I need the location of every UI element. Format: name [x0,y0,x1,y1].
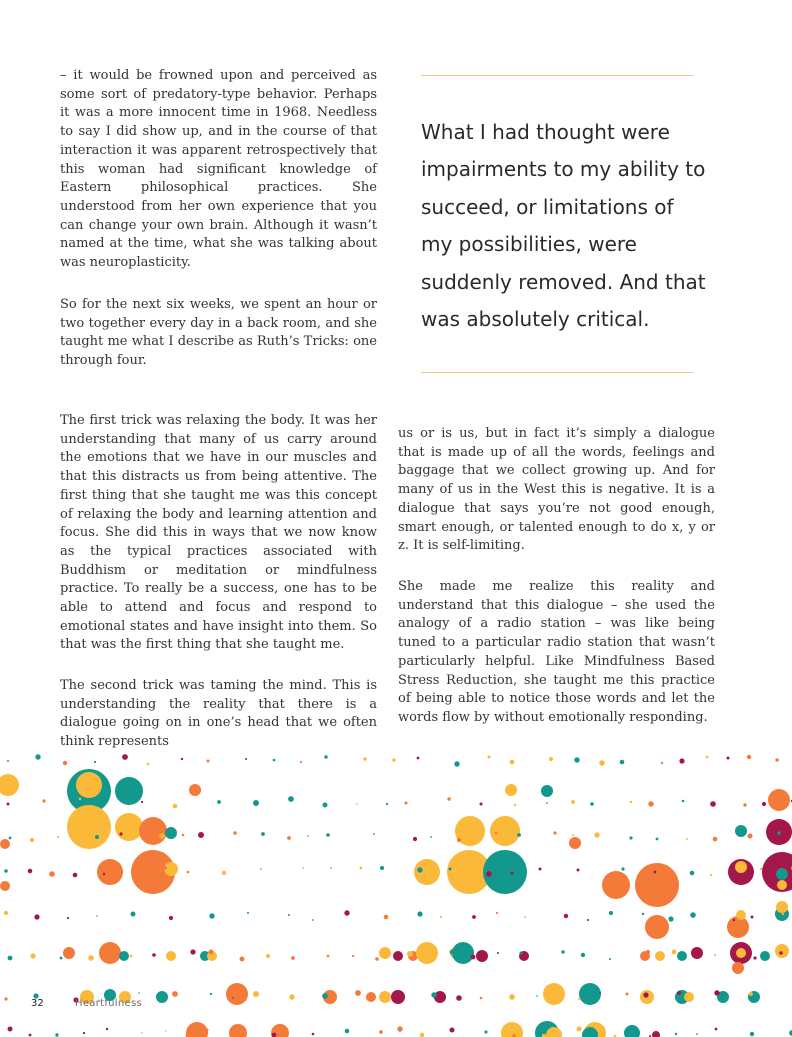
decorative-dot [379,991,391,1003]
decorative-speck [169,916,173,920]
decorative-dot [777,880,787,890]
decorative-speck [187,871,190,874]
decorative-speck [571,800,575,804]
decorative-speck [621,867,624,870]
decorative-dot [393,951,403,961]
decorative-dot [543,983,565,1005]
decorative-speck [450,1028,455,1033]
decorative-speck [29,1034,32,1037]
decorative-dot [166,951,176,961]
decorative-speck [392,758,396,762]
decorative-speck [57,836,59,838]
decorative-speck [690,871,695,876]
decorative-speck [35,754,40,759]
decorative-speck [8,1027,13,1032]
decorative-speck [253,991,259,997]
decorative-dot [736,948,746,958]
decorative-dot [366,992,376,1002]
decorative-speck [4,869,8,873]
decorative-speck [447,797,450,800]
decorative-speck [626,993,629,996]
decorative-dot [691,947,703,959]
decorative-speck [553,831,556,834]
decorative-speck [751,916,754,919]
decorative-speck [393,992,395,994]
decorative-dot [476,950,488,962]
decorative-speck [417,867,422,872]
decorative-speck [28,869,33,874]
decorative-speck [7,803,10,806]
decorative-speck [654,871,657,874]
decorative-speck [630,801,633,804]
decorative-dot [156,991,168,1003]
decorative-speck [233,831,237,835]
decorative-speck [690,912,696,918]
decorative-dot [189,784,201,796]
magazine-name: Heartfulness [75,998,142,1009]
decorative-speck [714,990,719,995]
decorative-speck [762,802,766,806]
decorative-speck [172,991,178,997]
decorative-speck [326,833,330,837]
decorative-speck [629,836,632,839]
decorative-speck [344,910,349,915]
decorative-speck [222,871,226,875]
decorative-speck [247,912,249,914]
decorative-speck [345,1029,350,1034]
decorative-speck [360,867,363,870]
decorative-speck [94,761,96,763]
decorative-speck [574,757,579,762]
decorative-speck [775,758,778,761]
decorative-dot [624,1025,640,1037]
quote-bottom-rule [421,372,693,373]
decorative-speck [131,912,136,917]
decorative-speck [609,911,613,915]
decorative-speck [182,834,185,837]
decorative-speck [240,957,245,962]
decorative-speck [710,801,716,807]
decorative-speck [4,911,8,915]
decorative-speck [73,873,78,878]
decorative-speck [9,837,12,840]
decorative-speck [431,992,436,997]
decorative-speck [312,919,314,921]
pull-quote: What I had thought were impairments to my ability to succeed, or limitations of my possibilities, were suddenly removed. And that was absolutely critical. [421,120,706,332]
page-number: 32 [31,998,44,1009]
decorative-speck [217,800,221,804]
decorative-dot [115,813,143,841]
decorative-speck [517,833,521,837]
decorative-speck [488,756,491,759]
decorative-dot [569,837,581,849]
decorative-speck [420,1033,425,1037]
decorative-dot [139,817,167,845]
decorative-speck [356,803,358,805]
decorative-speck [245,758,247,760]
decorative-dot [414,859,440,885]
decorative-dot [0,774,19,796]
decorative-speck [760,868,762,870]
decorative-speck [7,760,9,762]
decorative-speck [706,756,709,759]
quote-top-rule [421,75,693,76]
decorative-speck [677,991,681,995]
decorative-speck [497,952,499,954]
decorative-speck [79,798,81,800]
decorative-speck [386,803,388,805]
decorative-dot [579,983,601,1005]
decorative-dot [776,901,788,913]
decorative-speck [288,796,294,802]
decorative-speck [380,866,384,870]
decorative-speck [106,1028,108,1030]
decorative-dot [602,871,630,899]
decorative-dot [452,861,474,883]
decorative-speck [536,995,538,997]
decorative-speck [471,955,476,960]
decorative-dot [501,1022,523,1037]
decorative-speck [656,838,659,841]
decorative-speck [510,760,515,765]
decorative-speck [210,993,212,995]
decorative-speck [509,994,515,1000]
decorative-speck [495,832,498,835]
decorative-speck [209,913,214,918]
decorative-speck [34,914,39,919]
decorative-dot [115,777,143,805]
decorative-speck [289,994,294,999]
decorative-dot [391,990,405,1004]
decorative-dot [735,861,747,873]
decorative-speck [546,802,548,804]
decorative-speck [561,950,564,953]
decorative-speck [190,949,195,954]
decorative-dot [490,816,520,846]
decorative-speck [83,1032,85,1034]
decorative-speck [209,950,214,955]
decorative-speck [736,867,739,870]
decorative-speck [549,757,553,761]
decorative-dot [165,827,177,839]
decorative-speck [173,804,178,809]
decorative-speck [291,956,295,960]
decorative-speck [260,868,262,870]
decorative-speck [686,838,688,840]
decorative-speck [88,955,94,961]
decorative-speck [450,950,455,955]
decorative-speck [514,804,516,806]
decorative-speck [417,757,420,760]
decorative-speck [130,955,133,958]
decorative-speck [352,955,354,957]
decorative-speck [103,873,105,875]
decorative-dot [775,944,789,958]
decorative-dot [635,863,679,907]
decorative-speck [232,997,234,999]
decorative-speck [599,760,605,766]
decorative-speck [748,834,753,839]
decorative-speck [577,869,580,872]
decorative-speck [302,867,304,869]
decorative-speck [682,800,685,803]
decorative-speck [675,1033,677,1035]
decorative-dot [76,772,102,798]
decorative-speck [327,955,330,958]
decorative-speck [679,758,684,763]
decorative-speck [713,837,718,842]
decorative-speck [330,867,332,869]
decorative-speck [715,1028,718,1031]
decorative-speck [119,832,122,835]
decorative-speck [407,951,413,957]
decorative-dot [226,983,248,1005]
decorative-speck [594,832,599,837]
decorative-speck [363,757,367,761]
decorative-dot [97,859,123,885]
decorative-speck [67,917,69,919]
decorative-speck [373,833,375,835]
decorative-speck [324,755,327,758]
decorative-speck [8,956,13,961]
decorative-dot [652,1031,660,1037]
decorative-speck [449,868,452,871]
decorative-speck [300,761,302,763]
decorative-speck [312,1033,315,1036]
decorative-dot [63,947,75,959]
left-paragraph-3: The first trick was relaxing the body. It was her understanding that many of us carry around the emotions that we have in our muscles and that this distracts us from being attentive. The first thing that she taught me was this concept of relaxing the body and learning attention and focus. She did this in ways that we now know as the typical practices associated with Buddhism or meditation or mindfulness practice. To really be a success, one has to be able to attend and focus and respond to emotional states and have insight into them. So that was the first thing that she taught me. [60,413,377,653]
decorative-speck [355,990,361,996]
decorative-speck [141,1032,143,1034]
decorative-speck [743,803,746,806]
decorative-speck [55,1033,58,1036]
decorative-speck [524,916,526,918]
decorative-speck [430,836,432,838]
decorative-dot [541,785,553,797]
decorative-speck [620,760,625,765]
left-paragraph-1: – it would be frowned upon and perceived as some sort of predatory-type behavior. Perhaps it was a more innocent time in 1968. Needless to say I did show up, and in the course of that interaction it was apparent retrospectively that this woman had significant knowledge of Eastern philosophical practices. She understood from her own experience that you can change your own brain. Although it wasn’t named at the time, what she was talking about was neuroplasticity. [60,68,377,271]
decorative-speck [181,758,183,760]
decorative-speck [747,755,751,759]
decorative-speck [454,761,459,766]
decorative-speck [138,992,140,994]
decorative-dot [677,951,687,961]
decorative-speck [379,1030,383,1034]
decorative-dot [186,1022,208,1037]
decorative-speck [779,951,782,954]
decorative-speck [484,1030,487,1033]
decorative-speck [577,1027,582,1032]
decorative-speck [152,953,156,957]
decorative-speck [288,914,290,916]
decorative-speck [642,913,644,915]
decorative-dot [0,839,10,849]
decorative-speck [710,874,712,876]
decorative-dot [229,1024,247,1037]
decorative-speck [581,953,585,957]
decorative-speck [287,836,291,840]
decorative-dot [0,881,10,891]
decorative-speck [648,801,653,806]
decorative-speck [750,1032,754,1036]
decorative-speck [668,916,673,921]
decorative-speck [457,838,461,842]
decorative-speck [323,803,328,808]
decorative-speck [49,871,55,877]
decorative-speck [714,954,716,956]
decorative-speck [456,995,462,1001]
decorative-speck [95,835,99,839]
decorative-speck [590,802,594,806]
decorative-speck [539,868,542,871]
decorative-speck [198,832,204,838]
decorative-speck [63,761,67,765]
decorative-dot [760,951,770,961]
decorative-dot-pattern [0,745,792,1037]
decorative-dot [645,915,669,939]
decorative-speck [234,1031,238,1035]
decorative-speck [511,872,514,875]
decorative-speck [472,915,476,919]
decorative-speck [42,799,45,802]
decorative-speck [578,998,580,1000]
decorative-speck [273,759,276,762]
decorative-speck [101,800,104,803]
decorative-speck [777,831,781,835]
decorative-speck [417,911,422,916]
decorative-dot [119,951,129,961]
decorative-speck [253,800,259,806]
decorative-speck [672,950,677,955]
decorative-dot [452,942,474,964]
decorative-speck [440,916,442,918]
decorative-speck [696,1033,698,1035]
decorative-speck [266,954,270,958]
decorative-speck [30,953,35,958]
right-paragraph-1: us or is us, but in fact it’s simply a dialogue that is made up of all the words, feelings and baggage that we collect growing up. And for many of us in the West this is negative. It is a dialogue that says you’re not good enough, smart enough, or talented enough to do x, y or z. It is self-limiting. [398,426,715,554]
decorative-speck [496,912,498,914]
decorative-speck [733,919,735,921]
decorative-speck [30,838,34,842]
decorative-speck [405,802,408,805]
decorative-dot [416,942,438,964]
decorative-speck [397,1026,402,1031]
decorative-speck [141,801,143,803]
decorative-dot [655,951,665,961]
decorative-speck [564,914,568,918]
decorative-speck [727,757,730,760]
decorative-dot [99,942,121,964]
decorative-speck [207,760,210,763]
decorative-dot [776,868,788,880]
decorative-dot [684,992,694,1002]
decorative-speck [646,950,650,954]
decorative-speck [486,871,492,877]
decorative-speck [782,913,784,915]
decorative-speck [96,915,98,917]
decorative-speck [572,834,574,836]
decorative-dot [735,825,747,837]
decorative-speck [520,952,523,955]
left-paragraph-2: So for the next six weeks, we spent an hour or two together every day in a back room, and she taught me what I describe as Ruth’s Tricks: one through four. [60,297,377,369]
decorative-speck [122,754,128,760]
decorative-speck [375,957,379,961]
decorative-speck [165,1030,167,1032]
decorative-speck [480,997,483,1000]
decorative-dot [732,962,744,974]
decorative-dot [379,947,391,959]
decorative-speck [609,958,611,960]
decorative-speck [261,832,265,836]
decorative-speck [413,837,417,841]
decorative-speck [643,992,648,997]
decorative-speck [307,835,309,837]
decorative-speck [384,915,389,920]
decorative-speck [60,957,63,960]
decorative-dot [67,805,111,849]
decorative-speck [147,763,149,765]
decorative-speck [661,762,663,764]
decorative-dot [727,916,749,938]
decorative-speck [480,803,483,806]
left-paragraph-4: The second trick was taming the mind. This is understanding the reality that there is a dialogue going on in one’s head that we often think represents [60,678,377,750]
decorative-speck [4,997,7,1000]
decorative-speck [163,866,167,870]
decorative-speck [322,993,328,999]
decorative-speck [587,919,589,921]
decorative-speck [599,992,601,994]
decorative-speck [749,992,753,996]
decorative-dot [768,789,790,811]
decorative-dot [736,910,746,920]
decorative-speck [753,956,756,959]
decorative-speck [135,868,139,872]
decorative-speck [206,1029,209,1032]
right-paragraph-2: She made me realize this reality and understand that this dialogue – she used the analogy of a radio station – was like being tuned to a particular radio station that wasn’t particularly helpful. Like Mindfulness Based Stress Reduction, she taught me this practice of being able to notice those words and let the words flow by without emotionally responding. [398,579,715,725]
decorative-dot [505,784,517,796]
decorative-speck [159,833,164,838]
